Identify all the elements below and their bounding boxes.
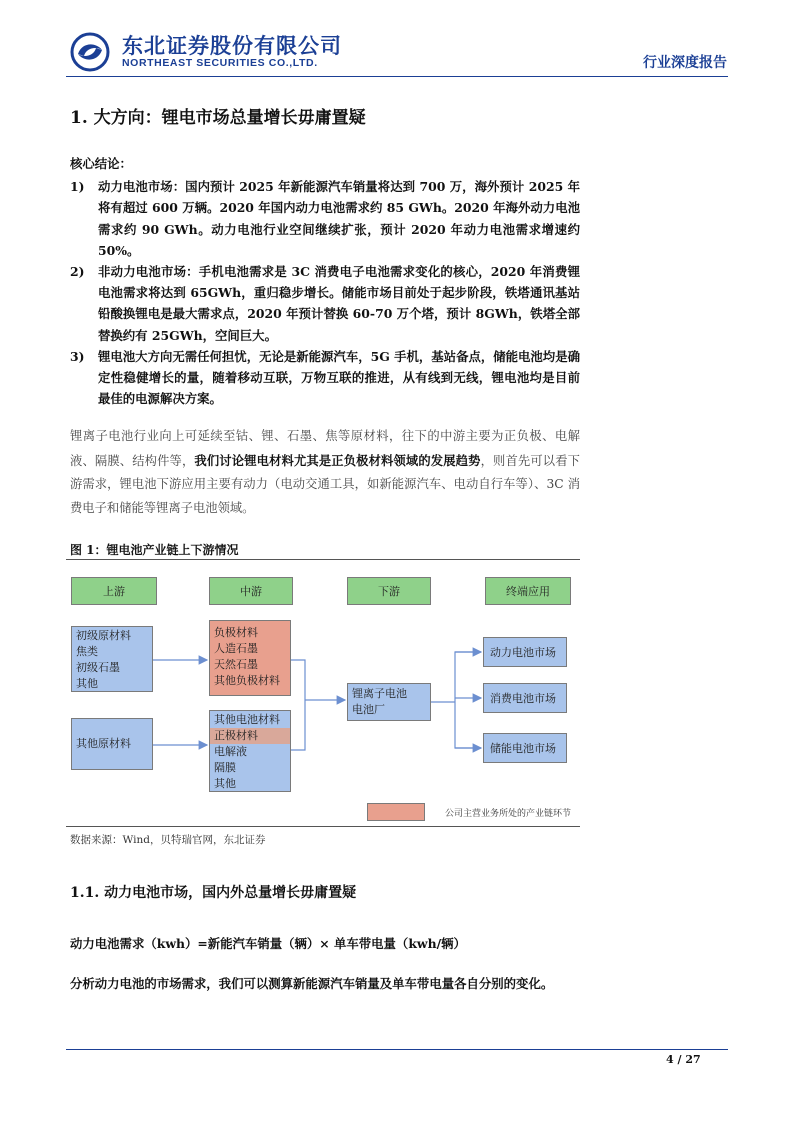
lithium-battery-box: 锂离子电池 电池厂 bbox=[347, 683, 431, 721]
stage-terminal: 终端应用 bbox=[485, 577, 571, 605]
arrow-materials-to-battery bbox=[291, 660, 345, 750]
footer-divider bbox=[66, 1049, 728, 1050]
figure-source: 数据来源：Wind，贝特瑞官网，东北证券 bbox=[70, 834, 266, 846]
consumer-battery-market-box: 消费电池市场 bbox=[483, 683, 567, 713]
anode-material-box: 负极材料 人造石墨 天然石墨 其他负极材料 bbox=[209, 620, 291, 696]
stage-midstream: 中游 bbox=[209, 577, 293, 605]
ev-battery-market-box: 动力电池市场 bbox=[483, 637, 567, 667]
analysis-text: 分析动力电池的市场需求，我们可以测算新能源汽车销量及单车带电量各自分别的变化。 bbox=[70, 976, 554, 991]
connector-battery-to-markets bbox=[431, 652, 481, 748]
company-name-cn: 东北证券股份有限公司 bbox=[122, 34, 342, 58]
formula-text: 动力电池需求（kwh）=新能汽车销量（辆）× 单车带电量（kwh/辆） bbox=[70, 936, 466, 951]
figure-title: 图 1：锂电池产业链上下游情况 bbox=[70, 543, 239, 557]
other-raw-material-box: 其他原材料 bbox=[71, 718, 153, 770]
raw-material-box: 初级原材料 焦类 初级石墨 其他 bbox=[71, 626, 153, 692]
legend-swatch bbox=[367, 803, 425, 821]
page-number: 4 / 27 bbox=[666, 1053, 701, 1066]
conclusion-item: 3) 锂电池大方向无需任何担忧，无论是新能源汽车，5G 手机，基站备点，储能电池均是确定性稳健增长的量，随着移动互联，万物互联的推进，从有线到无线，锂电池均是目前最佳的电源解决方案。 bbox=[70, 348, 580, 407]
company-name-en: NORTHEAST SECURITIES CO.,LTD. bbox=[122, 57, 318, 69]
emphasis-text: 我们讨论锂电材料尤其是正负极材料领域的发展趋势 bbox=[194, 452, 481, 468]
conclusion-item: 1) 动力电池市场：国内预计 2025 年新能源汽车销量将达到 700 万，海外预计 2025 年将有超过 600 万辆。2020 年国内动力电池需求约 85 GWh。2020 年海外动力电池需求约 90 GWh。动力电池行业空间继续扩张，预计 2020 年动力电池需求增速约 50%。 bbox=[70, 179, 580, 258]
body-paragraph: 锂离子电池行业向上可延续至钴、锂、石墨、焦等原材料，往下的中游主要为正负极、电解液、隔膜、结构件等，我们讨论锂电材料尤其是正负极材料领域的发展趋势，则首先可以看下游需求，锂电池下游应用主要有动力（电动交通工具，如新能源汽车、电动自行车等）、3C 消费电子和储能等锂离子电池领域。 bbox=[70, 429, 580, 515]
legend-label: 公司主营业务所处的产业链环节 bbox=[445, 809, 572, 819]
report-type: 行业深度报告 bbox=[643, 55, 727, 71]
stage-upstream: 上游 bbox=[71, 577, 157, 605]
storage-battery-market-box: 储能电池市场 bbox=[483, 733, 567, 763]
conclusions-title: 核心结论： bbox=[70, 156, 132, 171]
figure-bottom-rule bbox=[66, 826, 580, 827]
conclusion-item: 2) 非动力电池市场：手机电池需求是 3C 消费电子电池需求变化的核心，2020 年消费锂电池需求将达到 65GWh，重归稳步增长。储能市场目前处于起步阶段，铁塔通讯基站铅酸换锂电是最大需求点，2020 年预计替换 60-70 万个塔，预计 8GWh，铁塔全部替换约有 25GWh，空间巨大。 bbox=[70, 264, 580, 343]
stage-downstream: 下游 bbox=[347, 577, 431, 605]
subsection-heading: 1.1. 动力电池市场，国内外总量增长毋庸置疑 bbox=[70, 885, 357, 901]
other-battery-material-box: 其他电池材料 正极材料 电解液 隔膜 其他 bbox=[209, 710, 291, 792]
section-heading: 1. 大方向：锂电市场总量增长毋庸置疑 bbox=[70, 108, 366, 128]
